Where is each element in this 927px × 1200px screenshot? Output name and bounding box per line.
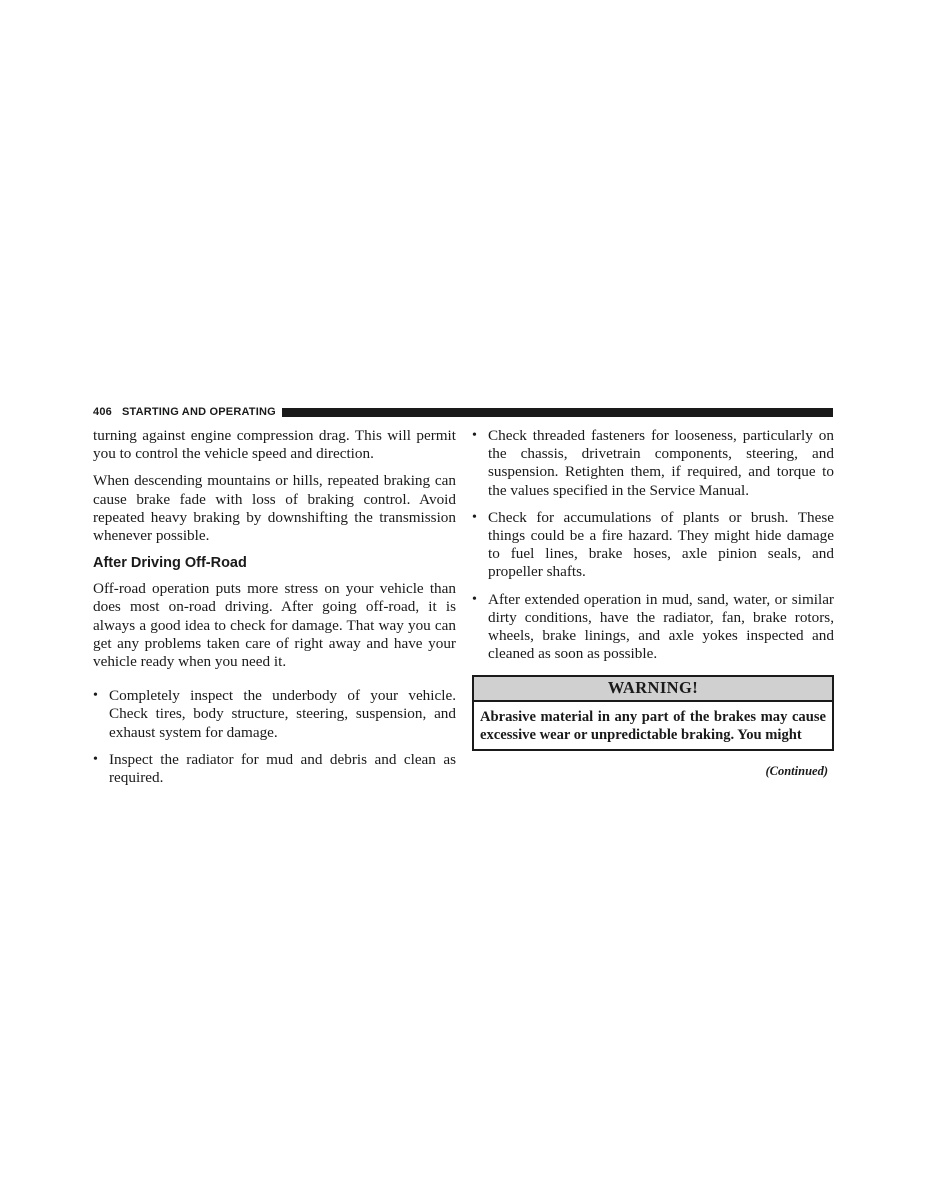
list-item — [472, 427, 834, 500]
list-item-text: Completely inspect the underbody of your vehicle. Check tires, body structure, steering, suspension, and exhaust system for damage. — [109, 687, 456, 741]
continued-label: (Continued) — [765, 763, 828, 778]
list-item-text: After extended operation in mud, sand, water, or similar dirty conditions, have the radiator, fan, brake rotors, wheels, brake linings, and axle yokes inspected and cleaned as soon as possible. — [488, 590, 834, 663]
section-title: STARTING AND OPERATING — [121, 406, 276, 418]
warning-box — [472, 675, 834, 750]
bullet-icon: • — [93, 688, 98, 704]
paragraph-descending-hills: When descending mountains or hills, repeated braking can cause brake fade with loss of braking control. Avoid repeated heavy braking by downshifting the transmission whenever possible. — [93, 472, 456, 545]
paragraph-off-road-stress: Off-road operation puts more stress on your vehicle than does most on-road driving. After going off-road, it is always a good idea to check for damage. That way you can get any problems taken care of right away and have your vehicle ready when you need it. — [93, 580, 456, 671]
warning-body: Abrasive material in any part of the brakes may cause excessive wear or unpredictable braking. You might — [480, 708, 826, 744]
list-item — [472, 509, 834, 582]
left-column — [93, 427, 456, 796]
paragraph-engine-drag: turning against engine compression drag. This will permit you to control the vehicle speed and direction. — [93, 427, 456, 463]
right-column — [472, 427, 834, 780]
list-item — [93, 687, 456, 742]
list-item-text: Check for accumulations of plants or brush. These things could be a fire hazard. They might hide damage to fuel lines, brake hoses, axle pinion seals, and propeller shafts. — [488, 508, 834, 581]
bullet-icon: • — [93, 751, 98, 767]
left-bullet-list — [93, 687, 456, 787]
right-bullet-list — [472, 427, 834, 663]
bullet-icon: • — [472, 428, 477, 443]
bullet-icon: • — [472, 509, 477, 525]
list-item — [472, 591, 834, 664]
heading-after-driving-off-road: After Driving Off-Road — [93, 555, 247, 572]
header-rule — [282, 408, 833, 417]
list-item-text: Inspect the radiator for mud and debris and clean as required. — [109, 750, 456, 787]
bullet-icon: • — [472, 591, 477, 607]
warning-title: WARNING! — [474, 677, 832, 701]
list-item — [93, 751, 456, 787]
list-item-text: Check threaded fasteners for looseness, particularly on the chassis, drivetrain components, steering, and suspension. Retighten them, if required, and torque to the values specified in the Service Manual. — [488, 427, 834, 499]
page-header — [93, 405, 833, 419]
page-number: 406 — [93, 406, 112, 418]
